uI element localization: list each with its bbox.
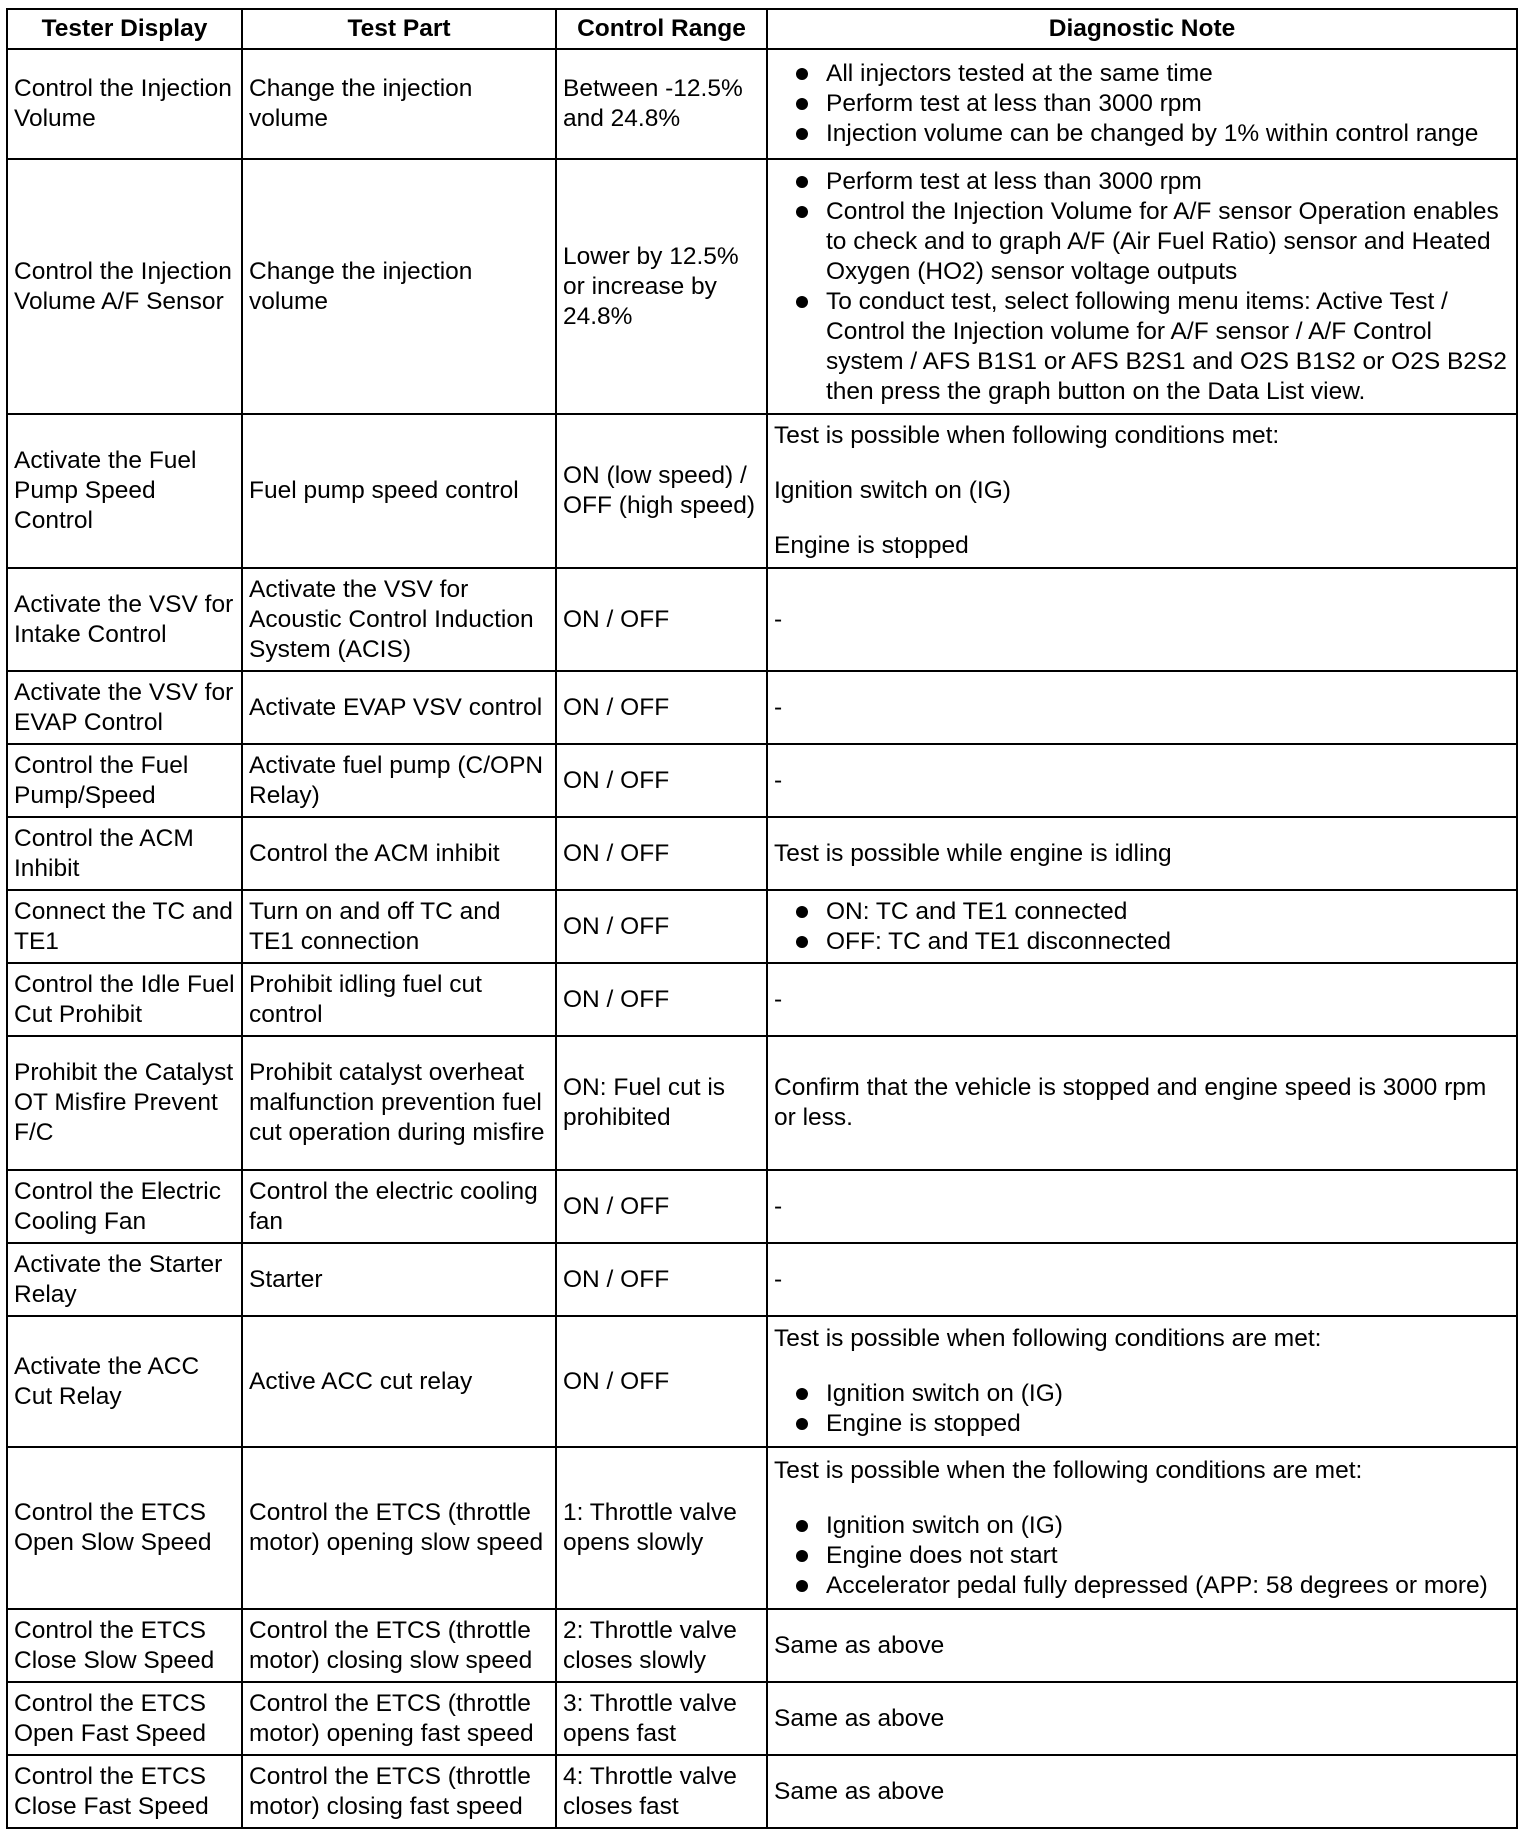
cell-control-range: Between -12.5% and 24.8% (556, 49, 767, 159)
header-tester-display: Tester Display (7, 9, 242, 49)
note-bullet: Control the Injection Volume for A/F sensor Operation enables to check and to graph A/F (Air Fuel Ratio) sensor and Heated Oxygen (HO2) sensor voltage outputs (796, 197, 1510, 287)
cell-tester-display: Control the Injection Volume A/F Sensor (7, 159, 242, 414)
note-bullet: Engine is stopped (796, 1409, 1510, 1439)
cell-tester-display: Control the ETCS Open Slow Speed (7, 1447, 242, 1609)
note-bullet: Engine does not start (796, 1541, 1510, 1571)
cell-test-part: Active ACC cut relay (242, 1316, 556, 1447)
cell-test-part: Control the ETCS (throttle motor) opening fast speed (242, 1682, 556, 1755)
table-row (7, 1609, 1517, 1682)
header-diagnostic-note: Diagnostic Note (767, 9, 1517, 49)
cell-test-part: Control the ACM inhibit (242, 817, 556, 890)
cell-diagnostic-note (767, 414, 1517, 568)
cell-test-part: Activate the VSV for Acoustic Control Induction System (ACIS) (242, 568, 556, 671)
note-bullet: Perform test at less than 3000 rpm (796, 89, 1510, 119)
cell-tester-display: Control the ACM Inhibit (7, 817, 242, 890)
table-row (7, 1447, 1517, 1609)
cell-control-range: 4: Throttle valve closes fast (556, 1755, 767, 1828)
cell-control-range: ON / OFF (556, 1316, 767, 1447)
cell-diagnostic-note: Test is possible while engine is idling (767, 817, 1517, 890)
header-test-part: Test Part (242, 9, 556, 49)
cell-diagnostic-note: Same as above (767, 1755, 1517, 1828)
cell-control-range: ON / OFF (556, 568, 767, 671)
cell-diagnostic-note: - (767, 568, 1517, 671)
cell-diagnostic-note: - (767, 1170, 1517, 1243)
note-bullet-list (774, 59, 1510, 149)
table-row (7, 1036, 1517, 1170)
cell-diagnostic-note (767, 1316, 1517, 1447)
active-test-table (6, 8, 1518, 1829)
table-row (7, 159, 1517, 414)
cell-diagnostic-note: Same as above (767, 1682, 1517, 1755)
cell-tester-display: Prohibit the Catalyst OT Misfire Prevent F/C (7, 1036, 242, 1170)
cell-control-range: ON / OFF (556, 817, 767, 890)
note-bullet: Perform test at less than 3000 rpm (796, 167, 1510, 197)
cell-tester-display: Control the ETCS Close Fast Speed (7, 1755, 242, 1828)
cell-test-part: Prohibit idling fuel cut control (242, 963, 556, 1036)
cell-diagnostic-note: - (767, 963, 1517, 1036)
cell-diagnostic-note (767, 49, 1517, 159)
cell-diagnostic-note: - (767, 1243, 1517, 1316)
note-bullet-list (774, 1379, 1510, 1439)
table-row (7, 817, 1517, 890)
cell-control-range: ON / OFF (556, 1170, 767, 1243)
cell-test-part: Change the injection volume (242, 159, 556, 414)
cell-tester-display: Control the Electric Cooling Fan (7, 1170, 242, 1243)
cell-test-part: Control the ETCS (throttle motor) opening slow speed (242, 1447, 556, 1609)
cell-control-range: 2: Throttle valve closes slowly (556, 1609, 767, 1682)
table-row (7, 1755, 1517, 1828)
cell-diagnostic-note (767, 1447, 1517, 1609)
cell-control-range: 1: Throttle valve opens slowly (556, 1447, 767, 1609)
cell-tester-display: Activate the VSV for Intake Control (7, 568, 242, 671)
cell-tester-display: Connect the TC and TE1 (7, 890, 242, 963)
cell-diagnostic-note: - (767, 671, 1517, 744)
cell-tester-display: Control the ETCS Close Slow Speed (7, 1609, 242, 1682)
cell-control-range: ON / OFF (556, 744, 767, 817)
table-row (7, 1316, 1517, 1447)
cell-test-part: Control the ETCS (throttle motor) closing fast speed (242, 1755, 556, 1828)
table-row (7, 890, 1517, 963)
cell-control-range: Lower by 12.5% or increase by 24.8% (556, 159, 767, 414)
cell-test-part: Activate EVAP VSV control (242, 671, 556, 744)
note-bullet: Injection volume can be changed by 1% within control range (796, 119, 1510, 149)
note-bullet: Ignition switch on (IG) (796, 1379, 1510, 1409)
table-row (7, 744, 1517, 817)
note-paragraph: Ignition switch on (IG) (774, 477, 1011, 504)
cell-test-part: Change the injection volume (242, 49, 556, 159)
cell-control-range: ON (low speed) / OFF (high speed) (556, 414, 767, 568)
note-lead: Test is possible when following conditions are met: (774, 1325, 1322, 1352)
note-bullet: ON: TC and TE1 connected (796, 897, 1510, 927)
cell-control-range: ON / OFF (556, 890, 767, 963)
cell-diagnostic-note (767, 890, 1517, 963)
table-row (7, 1682, 1517, 1755)
cell-diagnostic-note: Same as above (767, 1609, 1517, 1682)
note-bullet-list (774, 167, 1510, 407)
note-bullet-list (774, 1511, 1510, 1601)
cell-test-part: Starter (242, 1243, 556, 1316)
cell-tester-display: Control the Injection Volume (7, 49, 242, 159)
cell-tester-display: Control the ETCS Open Fast Speed (7, 1682, 242, 1755)
cell-test-part: Control the electric cooling fan (242, 1170, 556, 1243)
table-row (7, 671, 1517, 744)
note-bullet: Accelerator pedal fully depressed (APP: 58 degrees or more) (796, 1571, 1510, 1601)
cell-diagnostic-note: Confirm that the vehicle is stopped and engine speed is 3000 rpm or less. (767, 1036, 1517, 1170)
cell-diagnostic-note (767, 159, 1517, 414)
cell-control-range: ON: Fuel cut is prohibited (556, 1036, 767, 1170)
table-row (7, 1170, 1517, 1243)
cell-test-part: Prohibit catalyst overheat malfunction prevention fuel cut operation during misfire (242, 1036, 556, 1170)
note-bullet: To conduct test, select following menu items: Active Test / Control the Injection volume for A/F sensor / A/F Control system / AFS B1S1 or AFS B2S1 and O2S B1S2 or O2S B2S2 then press the graph button on the Data List view. (796, 287, 1510, 407)
cell-tester-display: Activate the ACC Cut Relay (7, 1316, 242, 1447)
cell-control-range: ON / OFF (556, 671, 767, 744)
cell-control-range: 3: Throttle valve opens fast (556, 1682, 767, 1755)
note-paragraph: Engine is stopped (774, 532, 969, 559)
table-row (7, 568, 1517, 671)
cell-diagnostic-note: - (767, 744, 1517, 817)
cell-test-part: Turn on and off TC and TE1 connection (242, 890, 556, 963)
table-row (7, 49, 1517, 159)
note-bullet-list (774, 897, 1510, 957)
cell-test-part: Fuel pump speed control (242, 414, 556, 568)
cell-tester-display: Control the Idle Fuel Cut Prohibit (7, 963, 242, 1036)
cell-tester-display: Activate the Starter Relay (7, 1243, 242, 1316)
header-row (7, 9, 1517, 49)
cell-tester-display: Activate the VSV for EVAP Control (7, 671, 242, 744)
note-lead: Test is possible when the following conditions are met: (774, 1456, 1363, 1484)
note-bullet: Ignition switch on (IG) (796, 1511, 1510, 1541)
cell-test-part: Control the ETCS (throttle motor) closing slow speed (242, 1609, 556, 1682)
note-bullet: OFF: TC and TE1 disconnected (796, 927, 1510, 957)
note-bullet: All injectors tested at the same time (796, 59, 1510, 89)
table-row (7, 963, 1517, 1036)
cell-test-part: Activate fuel pump (C/OPN Relay) (242, 744, 556, 817)
cell-tester-display: Activate the Fuel Pump Speed Control (7, 414, 242, 568)
cell-tester-display: Control the Fuel Pump/Speed (7, 744, 242, 817)
table-row (7, 1243, 1517, 1316)
table-row (7, 414, 1517, 568)
cell-control-range: ON / OFF (556, 963, 767, 1036)
cell-control-range: ON / OFF (556, 1243, 767, 1316)
header-control-range: Control Range (556, 9, 767, 49)
note-paragraph: Test is possible when following conditions met: (774, 422, 1280, 449)
